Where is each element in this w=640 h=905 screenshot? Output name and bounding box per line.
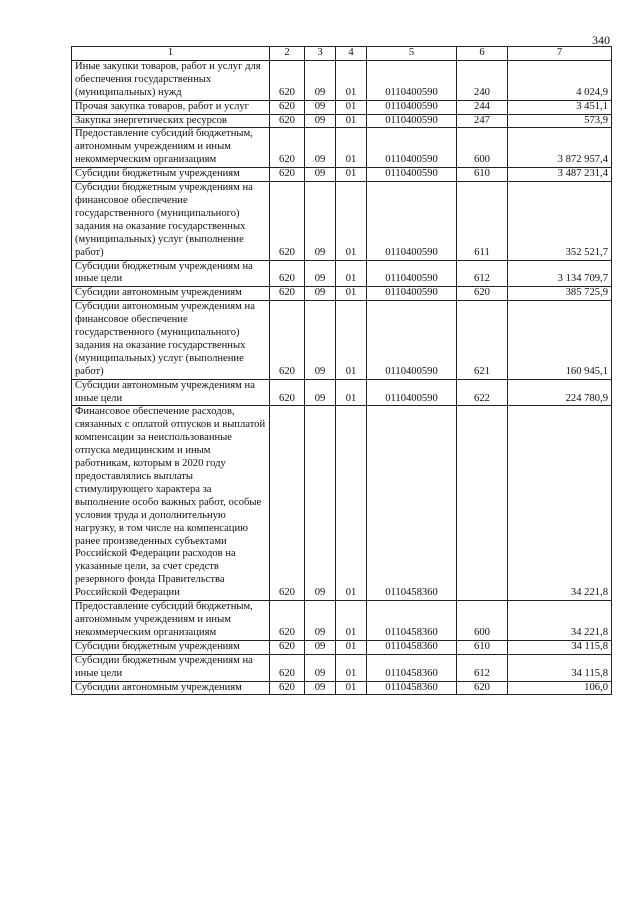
section-code-cell: 09 [305, 100, 336, 114]
subsection-code-cell: 01 [336, 114, 367, 128]
table-row [72, 168, 612, 182]
amount-cell: 34 221,8 [508, 406, 612, 601]
section-code-cell: 09 [305, 681, 336, 695]
column-header: 2 [270, 47, 305, 61]
table-row [72, 60, 612, 100]
subsection-code-cell: 01 [336, 182, 367, 260]
expense-type-cell: 620 [457, 681, 508, 695]
row-name-cell: Предоставление субсидий бюджетным, автономным учреждениям и иным некоммерческим организациям [72, 601, 270, 641]
ministry-code-cell: 620 [270, 654, 305, 681]
column-header: 3 [305, 47, 336, 61]
amount-cell: 34 115,8 [508, 654, 612, 681]
target-article-cell: 0110400590 [367, 168, 457, 182]
expense-type-cell: 610 [457, 640, 508, 654]
expense-type-cell: 240 [457, 60, 508, 100]
expense-type-cell: 611 [457, 182, 508, 260]
target-article-cell: 0110400590 [367, 60, 457, 100]
expense-type-cell: 247 [457, 114, 508, 128]
row-name-cell: Субсидии автономным учреждениям на иные цели [72, 379, 270, 406]
table-row [72, 640, 612, 654]
ministry-code-cell: 620 [270, 640, 305, 654]
column-header: 4 [336, 47, 367, 61]
amount-cell: 3 134 709,7 [508, 260, 612, 287]
target-article-cell: 0110400590 [367, 287, 457, 301]
target-article-cell: 0110458360 [367, 640, 457, 654]
ministry-code-cell: 620 [270, 114, 305, 128]
subsection-code-cell: 01 [336, 406, 367, 601]
amount-cell: 573,9 [508, 114, 612, 128]
expense-type-cell: 612 [457, 260, 508, 287]
target-article-cell: 0110458360 [367, 406, 457, 601]
subsection-code-cell: 01 [336, 601, 367, 641]
ministry-code-cell: 620 [270, 128, 305, 168]
amount-cell: 224 780,9 [508, 379, 612, 406]
amount-cell: 3 872 957,4 [508, 128, 612, 168]
section-code-cell: 09 [305, 182, 336, 260]
row-name-cell: Иные закупки товаров, работ и услуг для обеспечения государственных (муниципальных) нужд [72, 60, 270, 100]
expense-type-cell: 600 [457, 601, 508, 641]
column-header: 6 [457, 47, 508, 61]
row-name-cell: Субсидии автономным учреждениям [72, 287, 270, 301]
section-code-cell: 09 [305, 60, 336, 100]
row-name-cell: Закупка энергетических ресурсов [72, 114, 270, 128]
subsection-code-cell: 01 [336, 128, 367, 168]
row-name-cell: Финансовое обеспечение расходов, связанных с оплатой отпусков и выплатой компенсации за неиспользованные отпуска медицинским и иным работникам, которым в 2020 году предоставлялись выплаты стимулирующего характера за выполнение особо важных работ, особые условия труда и дополнительную нагрузку, в том числе на компенсацию ранее произведенных субъектами Российской Федерации расходов на указанные цели, за счет средств резервного фонда Правительства Российской Федерации [72, 406, 270, 601]
subsection-code-cell: 01 [336, 301, 367, 379]
target-article-cell: 0110400590 [367, 182, 457, 260]
target-article-cell: 0110458360 [367, 654, 457, 681]
column-header: 1 [72, 47, 270, 61]
table-row [72, 379, 612, 406]
amount-cell: 352 521,7 [508, 182, 612, 260]
target-article-cell: 0110400590 [367, 100, 457, 114]
table-row [72, 681, 612, 695]
section-code-cell: 09 [305, 168, 336, 182]
expense-type-cell: 600 [457, 128, 508, 168]
table-row [72, 260, 612, 287]
expense-type-cell: 621 [457, 301, 508, 379]
section-code-cell: 09 [305, 601, 336, 641]
table-row [72, 406, 612, 601]
section-code-cell: 09 [305, 260, 336, 287]
subsection-code-cell: 01 [336, 654, 367, 681]
table-row [72, 182, 612, 260]
expense-type-cell: 622 [457, 379, 508, 406]
amount-cell: 106,0 [508, 681, 612, 695]
section-code-cell: 09 [305, 301, 336, 379]
target-article-cell: 0110400590 [367, 379, 457, 406]
ministry-code-cell: 620 [270, 601, 305, 641]
amount-cell: 34 221,8 [508, 601, 612, 641]
ministry-code-cell: 620 [270, 287, 305, 301]
row-name-cell: Предоставление субсидий бюджетным, автономным учреждениям и иным некоммерческим организациям [72, 128, 270, 168]
ministry-code-cell: 620 [270, 100, 305, 114]
section-code-cell: 09 [305, 128, 336, 168]
amount-cell: 3 451,1 [508, 100, 612, 114]
subsection-code-cell: 01 [336, 260, 367, 287]
target-article-cell: 0110458360 [367, 681, 457, 695]
amount-cell: 4 024,9 [508, 60, 612, 100]
section-code-cell: 09 [305, 379, 336, 406]
expense-type-cell [457, 406, 508, 601]
ministry-code-cell: 620 [270, 379, 305, 406]
ministry-code-cell: 620 [270, 406, 305, 601]
target-article-cell: 0110400590 [367, 128, 457, 168]
amount-cell: 385 725,9 [508, 287, 612, 301]
row-name-cell: Субсидии автономным учреждениям на финансовое обеспечение государственного (муниципального) задания на оказание государственных (муниципальных) услуг (выполнение работ) [72, 301, 270, 379]
section-code-cell: 09 [305, 406, 336, 601]
subsection-code-cell: 01 [336, 379, 367, 406]
table-row [72, 128, 612, 168]
target-article-cell: 0110400590 [367, 260, 457, 287]
amount-cell: 160 945,1 [508, 301, 612, 379]
column-header: 7 [508, 47, 612, 61]
expense-type-cell: 610 [457, 168, 508, 182]
table-row [72, 301, 612, 379]
section-code-cell: 09 [305, 654, 336, 681]
table-row [72, 654, 612, 681]
row-name-cell: Прочая закупка товаров, работ и услуг [72, 100, 270, 114]
page-number: 340 [592, 33, 610, 47]
expense-type-cell: 620 [457, 287, 508, 301]
subsection-code-cell: 01 [336, 287, 367, 301]
row-name-cell: Субсидии бюджетным учреждениям на финансовое обеспечение государственного (муниципального) задания на оказание государственных (муниципальных) услуг (выполнение работ) [72, 182, 270, 260]
row-name-cell: Субсидии бюджетным учреждениям [72, 168, 270, 182]
subsection-code-cell: 01 [336, 681, 367, 695]
row-name-cell: Субсидии бюджетным учреждениям [72, 640, 270, 654]
section-code-cell: 09 [305, 640, 336, 654]
subsection-code-cell: 01 [336, 640, 367, 654]
target-article-cell: 0110400590 [367, 301, 457, 379]
table-row [72, 601, 612, 641]
table-row [72, 114, 612, 128]
subsection-code-cell: 01 [336, 168, 367, 182]
ministry-code-cell: 620 [270, 182, 305, 260]
target-article-cell: 0110458360 [367, 601, 457, 641]
row-name-cell: Субсидии автономным учреждениям [72, 681, 270, 695]
ministry-code-cell: 620 [270, 301, 305, 379]
ministry-code-cell: 620 [270, 681, 305, 695]
amount-cell: 3 487 231,4 [508, 168, 612, 182]
section-code-cell: 09 [305, 287, 336, 301]
column-header: 5 [367, 47, 457, 61]
target-article-cell: 0110400590 [367, 114, 457, 128]
column-number-row [72, 47, 612, 61]
ministry-code-cell: 620 [270, 168, 305, 182]
table-body [72, 60, 612, 695]
ministry-code-cell: 620 [270, 60, 305, 100]
ministry-code-cell: 620 [270, 260, 305, 287]
amount-cell: 34 115,8 [508, 640, 612, 654]
expense-type-cell: 612 [457, 654, 508, 681]
table-row [72, 287, 612, 301]
subsection-code-cell: 01 [336, 100, 367, 114]
row-name-cell: Субсидии бюджетным учреждениям на иные цели [72, 260, 270, 287]
table-row [72, 100, 612, 114]
budget-table [71, 46, 612, 695]
row-name-cell: Субсидии бюджетным учреждениям на иные цели [72, 654, 270, 681]
expense-type-cell: 244 [457, 100, 508, 114]
subsection-code-cell: 01 [336, 60, 367, 100]
section-code-cell: 09 [305, 114, 336, 128]
